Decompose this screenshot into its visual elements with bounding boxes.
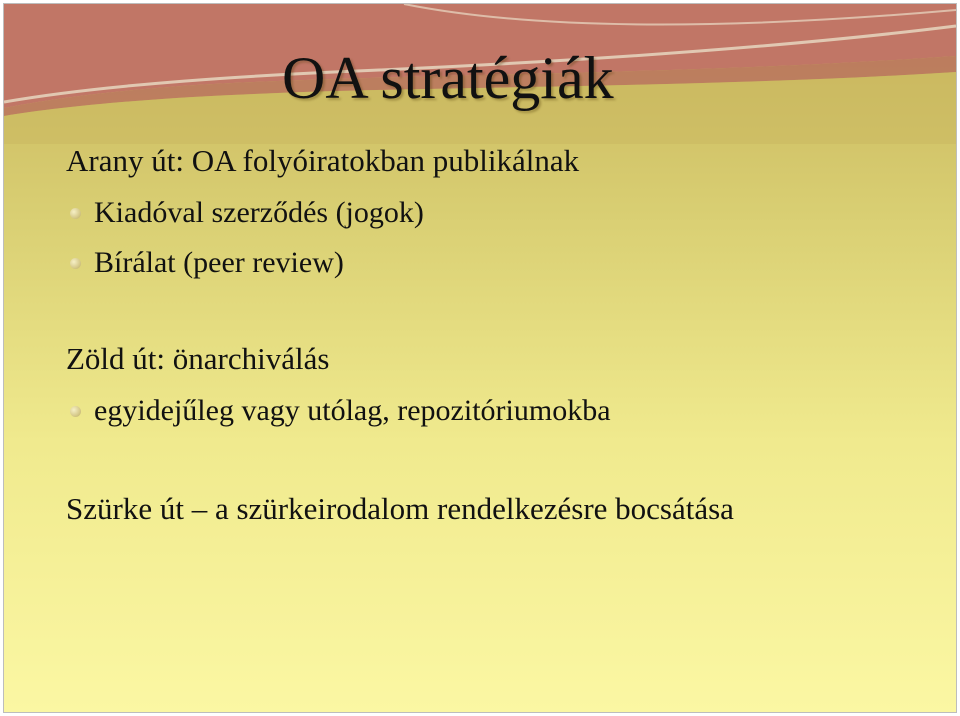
bullet-text: Bírálat (peer review) [94, 246, 344, 279]
section-heading-gold: Arany út: OA folyóiratokban publikálnak [66, 143, 580, 178]
bullet-text: Kiadóval szerződés (jogok) [94, 196, 424, 229]
slide [4, 4, 956, 712]
bullet-dot-icon [70, 258, 81, 269]
bullet-item [70, 392, 611, 430]
section-heading-green: Zöld út: önarchiválás [66, 341, 330, 376]
slide-title: OA stratégiák [282, 45, 614, 111]
bullet-dot-icon [70, 208, 81, 219]
bullet-item [70, 194, 424, 232]
bullet-item [70, 244, 344, 282]
section-heading-grey: Szürke út – a szürkeirodalom rendelkezésre bocsátása [66, 491, 734, 526]
bullet-dot-icon [70, 406, 81, 417]
bullet-text: egyidejűleg vagy utólag, repozitóriumokba [94, 394, 611, 427]
